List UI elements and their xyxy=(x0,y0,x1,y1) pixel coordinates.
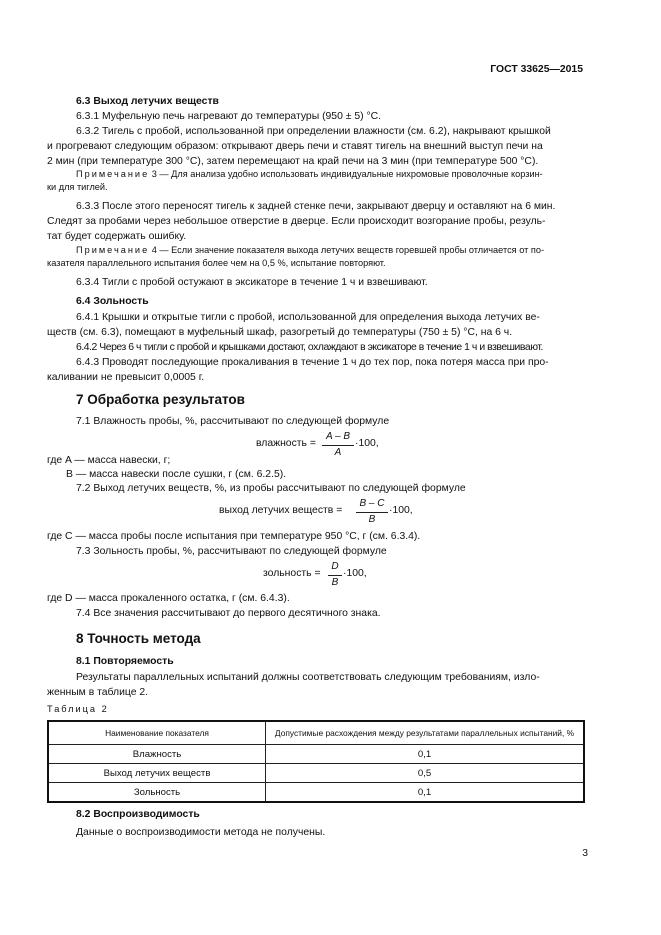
table-cell: 0,1 xyxy=(266,783,585,803)
formula-lhs: выход летучих веществ = xyxy=(219,505,343,516)
where-d: где D — масса прокаленного остатка, г (см. 6.4.3). xyxy=(47,593,290,604)
para-6-3-3-line2: Следят за пробами через небольшое отверстие в дверце. Если происходит возгорание пробы, резуль- xyxy=(47,216,546,227)
fraction-bar xyxy=(322,445,354,446)
note-3-line2: ки для тиглей. xyxy=(47,182,108,192)
fraction-bar xyxy=(328,575,342,576)
note-text: 3 — Для анализа удобно использовать индивидуальные нихромовые проволочные корзин- xyxy=(151,169,543,179)
para-8-2: Данные о воспроизводимости метода не получены. xyxy=(76,827,326,838)
where-b: B — масса навески после сушки, г (см. 6.2.5). xyxy=(66,469,287,480)
formula-lhs: зольность = xyxy=(263,568,321,579)
table-caption: Таблица 2 xyxy=(47,704,109,714)
para-6-4-3-line1: 6.4.3 Проводят последующие прокаливания в течение 1 ч до тех пор, пока потеря масса при про- xyxy=(76,357,549,368)
formula-denominator: B xyxy=(331,577,339,588)
table-cell: Выход летучих веществ xyxy=(48,764,266,783)
formula-numerator: B – C xyxy=(359,498,385,509)
table-row xyxy=(48,764,584,783)
table-cell: Зольность xyxy=(48,783,266,803)
section-8-title: 8 Точность метода xyxy=(76,631,201,646)
para-6-3-2-line2: и прогревают следующим образом: открывают дверь печи и ставят тигель на внешний выступ печи на xyxy=(47,141,543,152)
section-7-title: 7 Обработка результатов xyxy=(76,392,245,407)
standard-number: ГОСТ 33625—2015 xyxy=(490,64,583,75)
table-cell: 0,5 xyxy=(266,764,585,783)
para-6-4-1-line2: ществ (см. 6.3), помещают в муфельный шкаф, разогретый до температуры (750 ± 5) °С, на 6 ч. xyxy=(47,327,513,338)
note-label: Примечание xyxy=(76,169,150,179)
note-3-line1 xyxy=(76,168,543,181)
formula-numerator: D xyxy=(331,561,339,572)
para-7-1: 7.1 Влажность пробы, %, рассчитывают по следующей формуле xyxy=(76,416,390,427)
para-8-1-line2: женным в таблице 2. xyxy=(47,687,149,698)
formula-denominator: A xyxy=(334,447,342,458)
para-7-3: 7.3 Зольность пробы, %, рассчитывают по следующей формуле xyxy=(76,546,387,557)
para-6-3-3-line3: тат будет содержать ошибку. xyxy=(47,231,187,242)
table-cell: Влажность xyxy=(48,745,266,764)
where-a-text: где A — масса навески, г; xyxy=(47,455,171,466)
note-4-line2: казателя параллельного испытания более чем на 0,5 %, испытание повторяют. xyxy=(47,258,386,268)
where-a xyxy=(47,453,170,468)
formula-lhs: влажность = xyxy=(256,438,316,449)
page-number: 3 xyxy=(582,848,588,859)
para-7-2: 7.2 Выход летучих веществ, %, из пробы рассчитывают по следующей формуле xyxy=(76,483,466,494)
table-row xyxy=(48,745,584,764)
where-c: где C — масса пробы после испытания при температуре 950 °С, г (см. 6.3.4). xyxy=(47,531,421,542)
tolerance-table xyxy=(47,720,585,803)
para-6-3-4: 6.3.4 Тигли с пробой остужают в эксикаторе в течение 1 ч и взвешивают. xyxy=(76,277,428,288)
para-6-4-1-line1: 6.4.1 Крышки и открытые тигли с пробой, использованной для определения выхода летучих ве- xyxy=(76,312,540,323)
para-6-4-2: 6.4.2 Через 6 ч тигли с пробой и крышками достают, охлаждают в эксикаторе в течение 1 ч и взвешивают. xyxy=(76,342,543,353)
para-6-3-1: 6.3.1 Муфельную печь нагревают до температуры (950 ± 5) °С. xyxy=(76,111,382,122)
para-6-3-3-line1: 6.3.3 После этого переносят тигель к задней стенке печи, закрывают дверцу и оставляют на 6 мин. xyxy=(76,201,556,212)
section-6-4-title: 6.4 Зольность xyxy=(76,296,149,307)
table-cell: 0,1 xyxy=(266,745,585,764)
section-6-3-title: 6.3 Выход летучих веществ xyxy=(76,96,219,107)
section-8-2-title: 8.2 Воспроизводимость xyxy=(76,809,200,820)
para-6-3-2-line1: 6.3.2 Тигель с пробой, использованной при определении влажности (см. 6.2), накрывают крышкой xyxy=(76,126,551,137)
table-header-row xyxy=(48,721,584,745)
para-6-3-2-line3: 2 мин (при температуре 300 °С), затем перемещают на край печи на 3 мин (при температуре 500 °С). xyxy=(47,156,539,167)
table-header-cell: Допустимые расхождения между результатами параллельных испытаний, % xyxy=(266,721,585,745)
table-row xyxy=(48,783,584,803)
note-label: Примечание xyxy=(76,245,150,255)
para-7-4: 7.4 Все значения рассчитывают до первого десятичного знака. xyxy=(76,608,381,619)
formula-numerator: A – B xyxy=(325,431,351,442)
formula-rhs: ·100, xyxy=(343,568,367,579)
para-6-4-3-line2: каливании не превысит 0,0005 г. xyxy=(47,372,205,383)
note-text: 4 — Если значение показателя выхода летучих веществ горевшей пробы отличается от по- xyxy=(151,245,545,255)
para-8-1-line1: Результаты параллельных испытаний должны соответствовать следующим требованиям, изло- xyxy=(76,672,540,683)
formula-denominator: B xyxy=(368,514,376,525)
formula-rhs: ·100, xyxy=(355,438,379,449)
table-header-cell: Наименование показателя xyxy=(48,721,266,745)
section-8-1-title: 8.1 Повторяемость xyxy=(76,656,174,667)
fraction-bar xyxy=(356,512,388,513)
note-4-line1 xyxy=(76,244,544,257)
formula-rhs: ·100, xyxy=(389,505,413,516)
